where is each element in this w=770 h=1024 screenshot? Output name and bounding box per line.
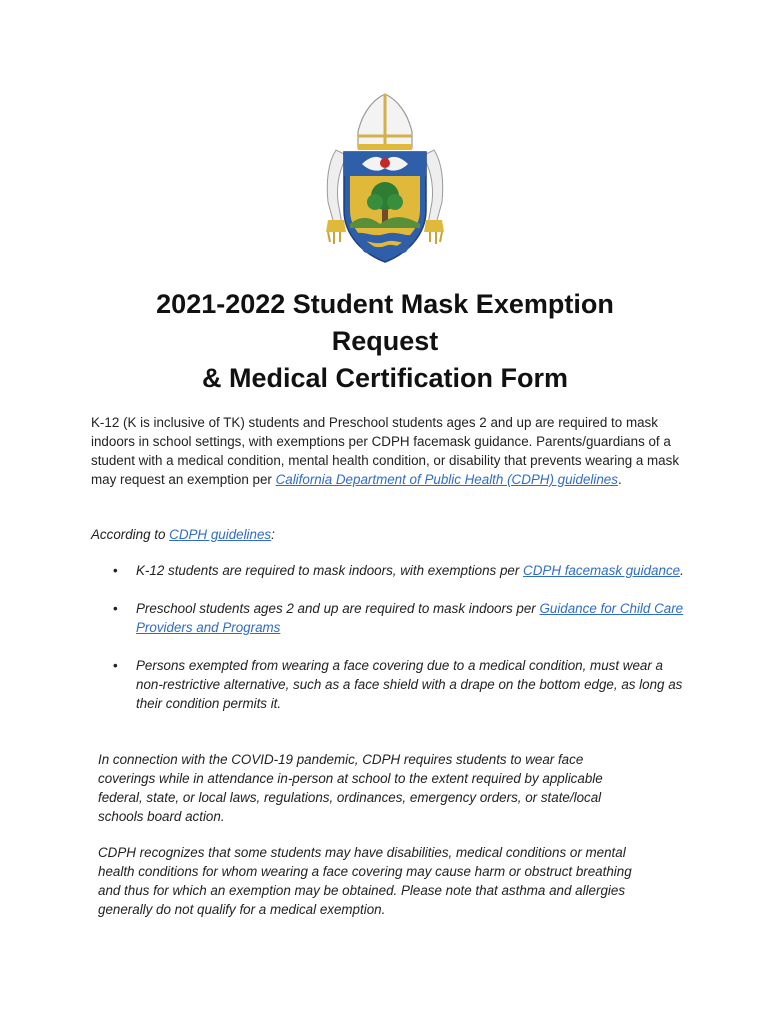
intro-text: K-12 (K is inclusive of TK) students and Preschool students ages 2 and up are required to mask indoors in school settings, with exemptions per CDPH facemask guidance. Parents/guardians of a student with a medical condition, mental health condition, or disability that prevents wearing a mask may request an exemption per bbox=[91, 415, 680, 487]
bullet-text: Preschool students ages 2 and up are required to mask indoors per bbox=[136, 601, 540, 616]
title-line-2: Request bbox=[331, 326, 439, 356]
child-care-guidance-link[interactable]: Guidance for Child Care Providers and Programs bbox=[136, 601, 684, 635]
bullet-icon: • bbox=[113, 658, 118, 673]
according-to-line bbox=[91, 525, 691, 544]
according-lead: According to bbox=[91, 527, 170, 542]
form-title bbox=[60, 286, 710, 397]
diocese-coat-of-arms-icon bbox=[314, 92, 456, 264]
title-line-1: 2021-2022 Student Mask Exemption bbox=[156, 289, 614, 319]
list-item bbox=[91, 561, 691, 580]
bullet-text: Persons exempted from wearing a face covering due to a medical condition, must wear a non-restrictive alternative, such as a face shield with a drape on the bottom edge, as long as their condition permits it. bbox=[136, 658, 683, 711]
covid-requirement-paragraph: In connection with the COVID-19 pandemic, CDPH requires students to wear face coverings while in attendance in-person at school to the extent required by applicable federal, state, or local laws, regulations, ordinances, emergency orders, or state/local schools board action. bbox=[98, 752, 603, 824]
cdph-guidelines-link[interactable]: California Department of Public Health (CDPH) guidelines bbox=[275, 472, 618, 487]
list-item bbox=[91, 599, 691, 637]
bullet-text: K-12 students are required to mask indoors, with exemptions per bbox=[136, 563, 524, 578]
exemption-note-paragraph: CDPH recognizes that some students may have disabilities, medical conditions or mental health conditions for whom wearing a face covering may cause harm or obstruct breathing and thus for which an exemption may be obtained. Please note that asthma and allergies generally do not qualify for a medical exemption. bbox=[98, 845, 632, 917]
requirements-list bbox=[91, 561, 691, 732]
bullet-after: . bbox=[680, 563, 684, 578]
intro-after: . bbox=[617, 472, 622, 487]
list-item bbox=[91, 656, 691, 713]
cdph-facemask-guidance-link[interactable]: CDPH facemask guidance bbox=[523, 563, 681, 578]
bullet-icon: • bbox=[113, 601, 118, 616]
bullet-icon: • bbox=[113, 563, 118, 578]
title-line-3: & Medical Certification Form bbox=[201, 363, 569, 393]
cdph-guidelines-link-2[interactable]: CDPH guidelines bbox=[169, 527, 272, 542]
according-after: : bbox=[271, 527, 275, 542]
intro-paragraph bbox=[91, 413, 691, 489]
